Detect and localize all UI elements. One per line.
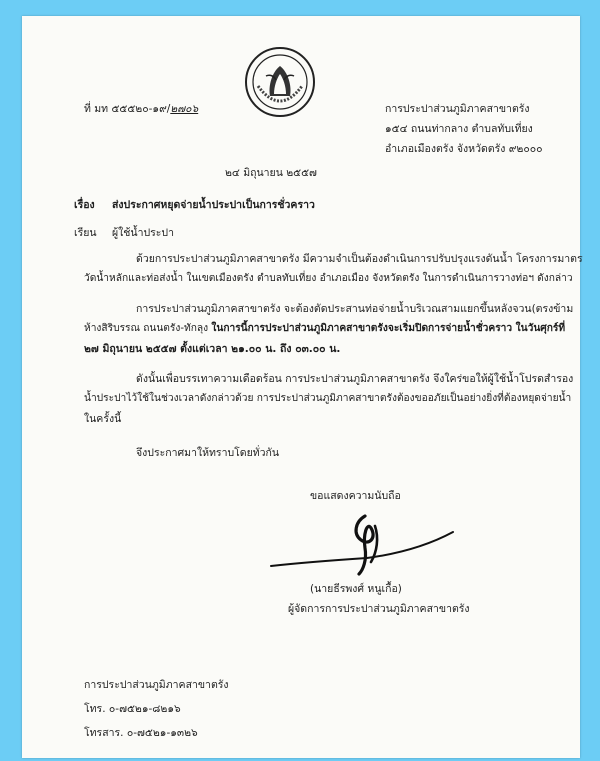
signature-icon xyxy=(267,504,457,584)
sender-line-3: อำเภอเมืองตรัง จังหวัดตรัง ๙๒๐๐๐ xyxy=(385,143,543,155)
paragraph-2-line-1: การประปาส่วนภูมิภาคสาขาตรัง จะต้องตัดประสานท่อจ่ายน้ำบริเวณสามแยกขึ้นหลังจวน(ตรงข้าม xyxy=(136,303,574,315)
paragraph-3-line-2: น้ำประปาไว้ใช้ในช่วงเวลาดังกล่าวด้วย การประปาส่วนภูมิภาคสาขาตรังต้องขออภัยเป็นอย่างยิ่งที่ต้องหยุดจ่ายน้ำ xyxy=(84,393,572,404)
signer-name: (นายธีรพงศ์ หนูเกื้อ) xyxy=(310,583,402,595)
handwritten-ref: ๒๗๐๖ xyxy=(170,103,199,115)
letter-date: ๒๔ มิถุนายน ๒๕๕๗ xyxy=(225,167,317,179)
closing-statement: จึงประกาศมาให้ทราบโดยทั่วกัน xyxy=(136,447,280,459)
agency-seal-icon xyxy=(244,46,316,118)
footer-telephone: โทร. ๐-๗๕๒๑-๘๒๑๖ xyxy=(84,703,181,715)
subject-label: เรื่อง xyxy=(74,199,95,211)
subject-text: ส่งประกาศหยุดจ่ายน้ำประปาเป็นการชั่วคราว xyxy=(112,199,315,211)
footer-organization: การประปาส่วนภูมิภาคสาขาตรัง xyxy=(84,679,229,691)
salutation-text: ผู้ใช้น้ำประปา xyxy=(112,227,174,239)
paragraph-1-line-1: ด้วยการประปาส่วนภูมิภาคสาขาตรัง มีความจำเป็นต้องดำเนินการปรับปรุงแรงดันน้ำ โครงการมาตร xyxy=(136,253,583,265)
footer-fax: โทรสาร. ๐-๗๕๒๑-๑๓๒๖ xyxy=(84,727,198,739)
paragraph-3-line-1: ดังนั้นเพื่อบรรเทาความเดือดร้อน การประปาส่วนภูมิภาคสาขาตรัง จึงใคร่ขอให้ผู้ใช้น้ำโปรดสำรอง xyxy=(136,373,574,385)
reference-number: ที่ มท ๕๕๕๒๐-๑๙/๒๗๐๖ xyxy=(84,103,199,115)
sender-line-1: การประปาส่วนภูมิภาคสาขาตรัง xyxy=(385,103,530,115)
letter-sheet xyxy=(22,16,583,758)
paragraph-2-line-2: ห้างสิริบรรณ ถนนตรัง-ทักลุง ในการนี้การประปาส่วนภูมิภาคสาขาตรังจะเริ่มปิดการจ่ายน้ำชั่วคราว ในวันศุกร์ที่ xyxy=(84,323,566,334)
closing-regards: ขอแสดงความนับถือ xyxy=(310,490,401,502)
signer-title: ผู้จัดการการประปาส่วนภูมิภาคสาขาตรัง xyxy=(288,603,470,615)
paragraph-2-line-3: ๒๗ มิถุนายน ๒๕๕๗ ตั้งแต่เวลา ๒๑.๐๐ น. ถึง ๐๓.๐๐ น. xyxy=(84,343,341,355)
paragraph-3-line-3: ในครั้งนี้ xyxy=(84,413,122,425)
paragraph-1-line-2: วัดน้ำหลักและท่อส่งน้ำ ในเขตเมืองตรัง ตำบลทับเที่ยง อำเภอเมือง จังหวัดตรัง ในการดำเนินการวางท่อฯ ดังกล่าว xyxy=(84,273,573,284)
sender-line-2: ๑๕๔ ถนนท่ากลาง ตำบลทับเที่ยง xyxy=(385,123,533,135)
salutation-label: เรียน xyxy=(74,227,97,239)
